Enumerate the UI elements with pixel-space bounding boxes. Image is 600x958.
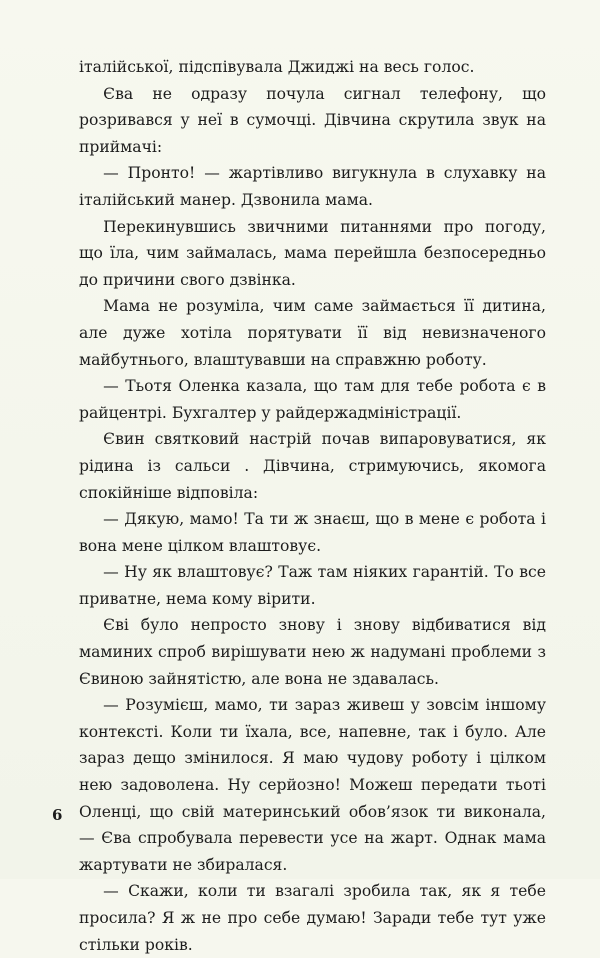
paragraph-3: — Пронто! — жартівливо вигукнула в слухавку на італійський манер. Дзвонила мама.: [79, 164, 546, 209]
paragraph-11: — Розумієш, мамо, ти зараз живеш у зовсім іншому контексті. Коли ти їхала, все, напевне, так і було. Але зараз дещо змінилося. Я маю чудову роботу і цілком нею задоволена. Ну серйозно! Можеш передати тьоті Оленці, що свій материнський обов’язок ти виконала, — Єва спробувала перевести усе на жарт. Однак мама жартувати не збиралася.: [79, 696, 546, 874]
body-text: [79, 54, 546, 958]
paragraph-1: італійської, підспівувала Джиджі на весь голос.: [79, 58, 475, 76]
paragraph-7: Євин святковий настрій почав випаровуватися, як рідина із сальси . Дівчина, стримуючись, якомога спокійніше відповіла:: [79, 430, 546, 502]
paragraph-10: Єві було непросто знову і знову відбиватися від маминих спроб вирішувати нею ж надумані проблеми з Євиною зайнятістю, але вона не здавалась.: [79, 616, 546, 688]
paragraph-8: — Дякую, мамо! Та ти ж знаєш, що в мене є робота і вона мене цілком влаштовує.: [79, 510, 546, 555]
paragraph-12: — Скажи, коли ти взагалі зробила так, як я тебе просила? Я ж не про себе думаю! Заради тебе тут уже стільки років.: [79, 882, 546, 954]
paragraph-5: Мама не розуміла, чим саме займається її дитина, але дуже хотіла порятувати її від невизначеного майбутнього, влаштувавши на справжню роботу.: [79, 297, 546, 369]
paragraph-9: — Ну як влаштовує? Таж там ніяких гарантій. То все приватне, нема кому вірити.: [79, 563, 546, 608]
paragraph-6: — Тьотя Оленка казала, що там для тебе робота є в райцентрі. Бухгалтер у райдержадміністрації.: [79, 377, 546, 422]
paragraph-2: Єва не одразу почула сигнал телефону, що розривався у неї в сумочці. Дівчина скрутила звук на приймачі:: [79, 84, 546, 156]
paragraph-4: Перекинувшись звичними питаннями про погоду, що їла, чим займалась, мама перейшла безпосередньо до причини свого дзвінка.: [79, 217, 546, 289]
page-number: 6: [52, 806, 63, 824]
